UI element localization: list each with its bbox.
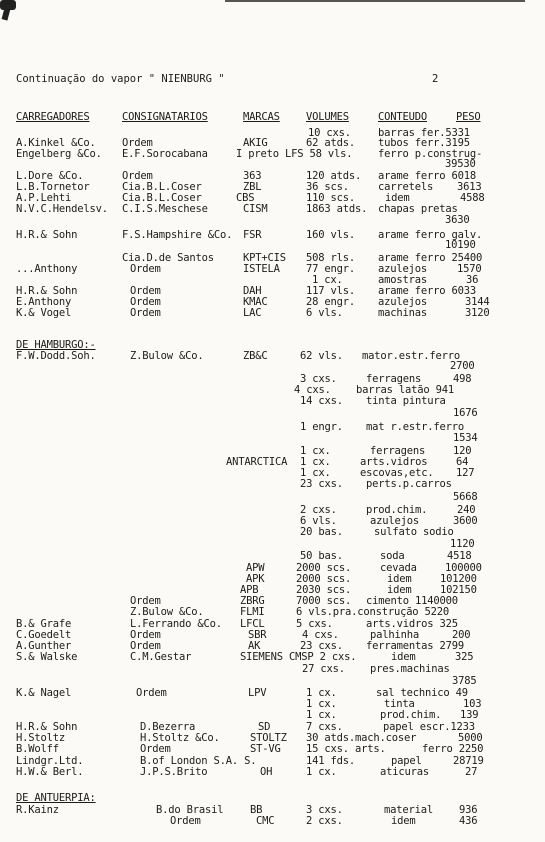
manifest-cell: 102150 [440,584,477,596]
manifest-cell: 39530 [445,158,476,170]
manifest-cell: soda [380,550,405,562]
manifest-cell: 1120 [450,538,475,550]
manifest-cell: 2 cxs. [300,504,337,516]
manifest-cell: tinta pintura [366,395,446,407]
manifest-cell: 100000 [445,562,482,574]
manifest-cell: A.P.Lehti [16,192,72,204]
manifest-cell: 30 atds.mach.coser [306,732,417,744]
manifest-cell: Ordem [122,137,153,149]
manifest-cell: 6 vls.pra.construção 5220 [296,606,450,618]
manifest-cell: ferro 2250 [422,743,484,755]
manifest-cell: idem [387,573,412,585]
manifest-cell: 3613 [457,181,482,193]
manifest-cell: azulejos [378,263,427,275]
manifest-cell: papel escr.1233 [383,721,475,733]
manifest-cell: B.do Brasil [156,804,224,816]
manifest-cell: amostras [378,274,427,286]
manifest-cell: arame ferro 25400 [378,252,483,264]
manifest-cell: 27 cxs. [302,663,345,675]
manifest-cell: 240 [457,504,476,516]
manifest-cell: ANTARCTICA [226,456,288,468]
manifest-cell: CISM [243,203,268,215]
manifest-cell: DAH [243,285,262,297]
manifest-cell: E.Anthony [16,296,72,308]
manifest-cell: 363 [243,170,262,182]
manifest-cell: idem [385,192,410,204]
manifest-cell: pres.machinas [370,663,450,675]
manifest-cell: 62 atds. [306,137,355,149]
manifest-cell: 4 cxs. [294,384,331,396]
manifest-cell: 127 [456,467,475,479]
manifest-cell: 20 bas. [300,526,343,538]
column-header-consignatarios: CONSIGNATARIOS [122,111,208,123]
manifest-cell: KPT+CIS [243,252,286,264]
manifest-cell: 36 [466,274,479,286]
manifest-cell: ISTELA [243,263,280,275]
manifest-cell: B.& Grafe [16,618,72,630]
manifest-cell: L.B.Tornetor [16,181,90,193]
manifest-cell: 7000 scs. [296,595,352,607]
manifest-cell: 77 engr. [306,263,355,275]
manifest-cell: 1 cx. [300,456,331,468]
manifest-cell: azulejos [378,296,427,308]
manifest-cell: idem [391,651,416,663]
manifest-cell: 4 cxs. [302,629,339,641]
page-title: Continuação do vapor " NIENBURG " [16,73,225,85]
manifest-cell: 14 cxs. [300,395,343,407]
manifest-cell: 3785 [452,675,477,687]
manifest-cell: SD [258,721,271,733]
manifest-cell: sal technico 49 [376,687,468,699]
manifest-cell: 5 cxs. [296,618,333,630]
column-header-marcas: MARCAS [243,111,280,123]
manifest-cell: AKIG [243,137,268,149]
manifest-cell: CMC [256,815,275,827]
manifest-cell: ferro p.construg- [378,148,483,160]
manifest-cell: 4588 [460,192,485,204]
manifest-cell: LAC [243,307,262,319]
manifest-cell: ST-VG [250,743,281,755]
manifest-cell: 15 cxs. arts. [306,743,386,755]
manifest-cell: 498 [453,373,472,385]
manifest-cell: 6 vls. [306,307,343,319]
manifest-cell: APW [246,562,265,574]
manifest-cell: 3 cxs. [306,804,343,816]
manifest-cell: ferragens [370,445,426,457]
manifest-cell: Cia.B.L.Coser [122,181,202,193]
manifest-cell: ferragens [366,373,422,385]
manifest-cell: 1 cx. [306,698,337,710]
manifest-cell: F.W.Dodd.Soh. [16,350,96,362]
manifest-cell: I preto LFS 58 vls. [236,148,353,160]
manifest-cell: 7 cxs. [306,721,343,733]
manifest-cell: aticuras [380,766,429,778]
manifest-cell: 23 cxs. [300,640,343,652]
manifest-cell: STOLTZ [250,732,287,744]
manifest-cell: SIEMENS CMSP 2 cxs. [240,651,357,663]
manifest-cell: 2030 scs. [296,584,352,596]
manifest-cell: 3 cxs. [300,373,337,385]
manifest-cell: BB [250,804,263,816]
manifest-cell: cimento 1140000 [366,595,458,607]
manifest-cell: 4518 [447,550,472,562]
manifest-cell: 103 [463,698,482,710]
manifest-cell: A.Gunther [16,640,72,652]
manifest-cell: Cia.D.de Santos [122,252,214,264]
manifest-cell: 200 [452,629,471,641]
manifest-cell: 436 [459,815,478,827]
manifest-cell: papel [391,755,422,767]
column-header-carregadores: CARREGADORES [16,111,90,123]
manifest-cell: arame ferro galv. [378,229,483,241]
manifest-cell: H.R.& Sohn [16,285,78,297]
manifest-cell: 120 atds. [306,170,362,182]
manifest-cell: SBR [248,629,267,641]
manifest-cell: 1 cx. [306,709,337,721]
manifest-cell: 508 rls. [306,252,355,264]
manifest-cell: KMAC [243,296,268,308]
manifest-cell: ZBRG [240,595,265,607]
manifest-cell: F.S.Hampshire &Co. [122,229,233,241]
manifest-cell: H.Stoltz [16,732,65,744]
section-heading: DE ANTUERPIA: [16,792,96,804]
manifest-cell: cevada [380,562,417,574]
manifest-cell: Ordem [122,170,153,182]
manifest-cell: 3630 [445,214,470,226]
manifest-cell: mator.estr.ferro [362,350,460,362]
manifest-cell: AK [248,640,261,652]
manifest-cell: 62 vls. [300,350,343,362]
manifest-cell: FLMI [240,606,265,618]
manifest-cell: 141 fds. [306,755,355,767]
manifest-cell: machinas [378,307,427,319]
manifest-cell: 936 [459,804,478,816]
top-edge-mark [225,0,525,2]
manifest-cell: 27 [465,766,478,778]
manifest-cell: L.Dore &Co. [16,170,84,182]
manifest-cell: L.Ferrando &Co. [130,618,222,630]
manifest-cell: sulfato sodio [374,526,454,538]
manifest-cell: 36 scs. [306,181,349,193]
manifest-cell: OH [260,766,273,778]
manifest-cell: tinta [384,698,415,710]
manifest-cell: 1 cx. [306,766,337,778]
manifest-cell: Ordem [130,285,161,297]
manifest-cell: H.R.& Sohn [16,229,78,241]
manifest-cell: 117 vls. [306,285,355,297]
manifest-cell: 50 bas. [300,550,343,562]
manifest-cell: 139 [460,709,479,721]
manifest-cell: 1 cx. [300,467,331,479]
manifest-cell: 2700 [450,360,475,372]
manifest-cell: 1676 [453,407,478,419]
manifest-cell: 3120 [465,307,490,319]
manifest-cell: 23 cxs. [300,478,343,490]
manifest-cell: 5668 [453,491,478,503]
manifest-cell: 1863 atds. [306,203,368,215]
manifest-cell: barras fer.5331 [378,127,470,139]
manifest-cell: Ordem [130,296,161,308]
manifest-cell: Ordem [130,307,161,319]
manifest-cell: FSR [243,229,262,241]
manifest-cell: A.Kinkel &Co. [16,137,96,149]
manifest-cell: APB [240,584,259,596]
manifest-cell: 1 engr. [300,421,343,433]
manifest-cell: 6 vls. [300,515,337,527]
manifest-cell: 2000 scs. [296,573,352,585]
section-heading: DE HAMBURGO:- [16,339,96,351]
manifest-cell: 120 [453,445,472,457]
manifest-cell: K.& Nagel [16,687,72,699]
manifest-cell: tubos ferr.3195 [378,137,470,149]
manifest-cell: Ordem [170,815,201,827]
manifest-cell: mat r.estr.ferro [366,421,464,433]
manifest-cell: ZB&C [243,350,268,362]
manifest-cell: Ordem [130,595,161,607]
manifest-cell: 160 vls. [306,229,355,241]
manifest-cell: ...Anthony [16,263,78,275]
manifest-cell: ZBL [243,181,262,193]
manifest-cell: 325 [455,651,474,663]
manifest-cell: Z.Bulow &Co. [130,350,204,362]
manifest-cell: 28 engr. [306,296,355,308]
manifest-cell: Engelberg &Co. [16,148,102,160]
manifest-cell: C.Goedelt [16,629,72,641]
manifest-cell: ferramentas 2799 [366,640,464,652]
manifest-cell: D.Bezerra [140,721,196,733]
manifest-cell: C.M.Gestar [130,651,192,663]
manifest-cell: CBS [236,192,255,204]
manifest-cell: palhinha [370,629,419,641]
manifest-cell: 64 [456,456,469,468]
manifest-cell: C.I.S.Meschese [122,203,208,215]
manifest-cell: arts.vidros [360,456,428,468]
column-header-conteudo: CONTEUDO [378,111,427,123]
manifest-cell: Ordem [130,629,161,641]
manifest-cell: B.Wolff [16,743,59,755]
manifest-cell: H.Stoltz &Co. [140,732,220,744]
manifest-cell: J.P.S.Brito [140,766,208,778]
manifest-cell: 1570 [457,263,482,275]
manifest-cell: 1 cx. [306,687,337,699]
manifest-cell: K.& Vogel [16,307,72,319]
manifest-cell: 3144 [465,296,490,308]
manifest-cell: N.V.C.Hendelsv. [16,203,108,215]
manifest-cell: 110 scs. [306,192,355,204]
manifest-cell: H.R.& Sohn [16,721,78,733]
manifest-cell: perts.p.carros [366,478,452,490]
manifest-cell: arts.vidros 325 [366,618,458,630]
manifest-cell: R.Kainz [16,804,59,816]
manifest-cell: prod.chim. [366,504,428,516]
manifest-cell: azulejos [370,515,419,527]
manifest-cell: LPV [248,687,267,699]
manifest-cell: B.of London S.A. S. [140,755,257,767]
manifest-cell: 3600 [453,515,478,527]
manifest-cell: 28719 [453,755,484,767]
manifest-cell: escovas,etc. [360,467,434,479]
punch-mark-tail [2,7,11,20]
page-number: 2 [432,73,439,85]
manifest-cell: material [384,804,433,816]
manifest-cell: barras latão 941 [356,384,454,396]
manifest-cell: E.F.Sorocabana [122,148,208,160]
manifest-cell: 5000 [458,732,483,744]
manifest-cell: Ordem [130,263,161,275]
manifest-cell: prod.chim. [380,709,442,721]
manifest-cell: 1534 [453,432,478,444]
manifest-cell: 101200 [440,573,477,585]
manifest-cell: 10190 [445,239,476,251]
manifest-cell: arame ferro 6018 [378,170,476,182]
manifest-cell: carretels [378,181,434,193]
manifest-cell: idem [391,815,416,827]
manifest-cell: S.& Walske [16,651,78,663]
manifest-cell: arame ferro 6033 [378,285,476,297]
manifest-cell: H.W.& Berl. [16,766,84,778]
manifest-cell: 10 cxs. [308,127,351,139]
manifest-cell: LFCL [240,618,265,630]
manifest-cell: Lindgr.Ltd. [16,755,84,767]
manifest-cell: chapas pretas [378,203,458,215]
manifest-cell: Ordem [140,743,171,755]
column-header-volumes: VOLUMES [306,111,349,123]
manifest-cell: idem [387,584,412,596]
manifest-cell: Cia.B.L.Coser [122,192,202,204]
manifest-cell: Ordem [136,687,167,699]
manifest-cell: 1 cx. [312,274,343,286]
manifest-cell: 2 cxs. [306,815,343,827]
manifest-cell: Z.Bulow &Co. [130,606,204,618]
manifest-cell: 2000 scs. [296,562,352,574]
manifest-cell: Ordem [130,640,161,652]
manifest-cell: 1 cx. [300,445,331,457]
manifest-cell: APK [246,573,265,585]
column-header-peso: PESO [456,111,481,123]
